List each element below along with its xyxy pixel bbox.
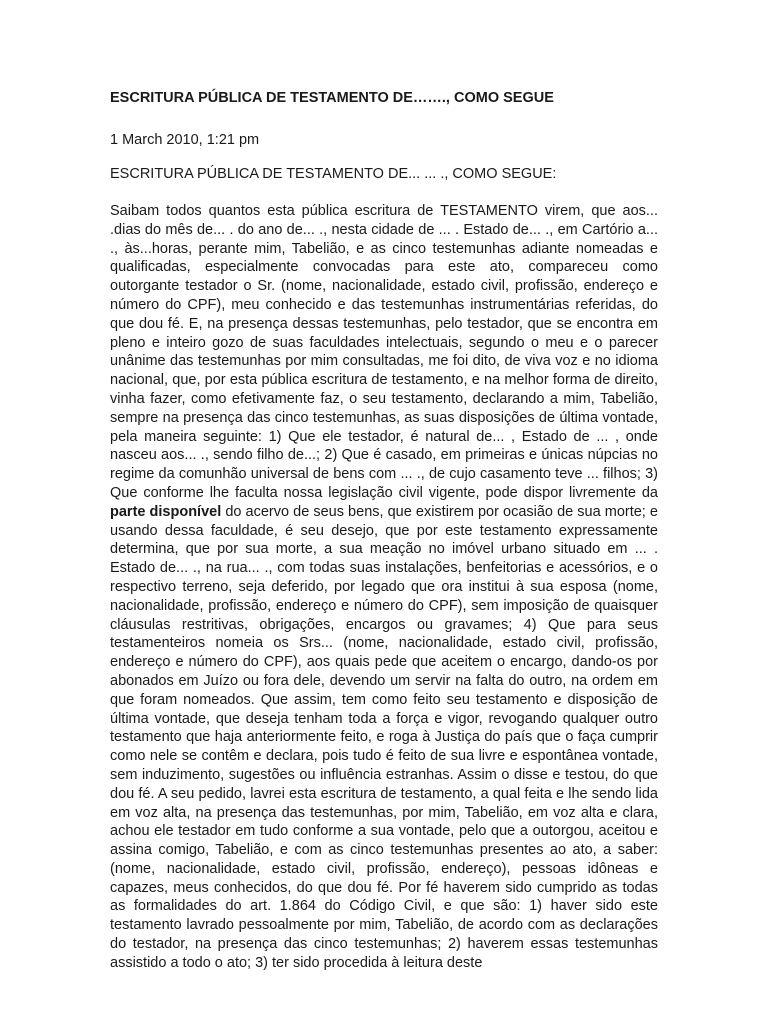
document-page bbox=[110, 90, 658, 1007]
document-title: ESCRITURA PÚBLICA DE TESTAMENTO DE……., COMO SEGUE bbox=[110, 90, 554, 106]
document-body bbox=[110, 202, 658, 1007]
body-text-part2: do acervo de seus bens, que existirem por ocasião de sua morte; e usando dessa faculdade, é seu desejo, que por este testamento expressamente determina, que por sua morte, a sua meação no imóvel urbano situado em ... . Estado de... ., na rua... ., com todas suas instalações, benfeitorias e acessórios, e o respectivo terreno, seja deferido, por legado que ora institui à sua esposa (nome, nacionalidade, profissão, endereço e número do CPF), sem imposição de quaisquer cláusulas restritivas, obrigações, encargos ou gravames; 4) Que para seus testamenteiros nomeia os Srs... (nome, nacionalidade, estado civil, profissão, endereço e número do CPF), aos quais pede que aceitem o encargo, dando-os por abonados em Juízo ou fora dele, devendo um servir na falta do outro, na ordem em que foram nomeados. Que assim, tem como feito seu testamento e disposição de última vontade, que deseja tenham toda a força e vigor, revogando qualquer outro testamento que haja anteriormente feito, e roga à Justiça do país que o faça cumprir como nele se contêm e declara, pois tudo é feito de sua livre e espontânea vontade, sem induzimento, sugestões ou influência estranhas. Assim o disse e testou, do que dou fé. A seu pedido, lavrei esta escritura de testamento, a qual feita e lhe sendo lida em voz alta, na presença das testemunhas, por mim, Tabelião, em voz alta e clara, achou ele testador em tudo conforme a sua vontade, pelo que a outorgou, aceitou e assina comigo, Tabelião, e com as cinco testemunhas presentes ao ato, a saber: (nome, nacionalidade, estado civil, profissão, endereço), pessoas idôneas e capazes, meus conhecidos, do que dou fé. Por fé haverem sido cumprido as todas as formalidades do art. 1.864 do Código Civil, e que são: 1) haver sido este testamento lavrado pessoalmente por mim, Tabelião, de acordo com as declarações do testador, na presença das cinco testemunhas; 2) haverem essas testemunhas assistido a todo o ato; 3) ter sido procedida à leitura deste bbox=[110, 503, 658, 971]
body-text-bold: parte disponível bbox=[110, 503, 222, 520]
body-text-part1: Saibam todos quantos esta pública escritura de TESTAMENTO virem, que aos... .dias do mês de... . do ano de... ., nesta cidade de ... . Estado de... ., em Cartório a... ., às...horas, perante mim, Tabelião, e as cinco testemunhas adiante nomeadas e qualificadas, especialmente convocadas para este ato, compareceu como outorgante testador o Sr. (nome, nacionalidade, estado civil, profissão, endereço e número do CPF), meu conhecido e das testemunhas instrumentárias referidas, do que dou fé. E, na presença dessas testemunhas, pelo testador, que se encontra em pleno e inteiro gozo de suas faculdades intelectuais, segundo o meu e o parecer unânime das testemunhas por mim consultadas, me foi dito, de viva voz e no idioma nacional, que, por esta pública escritura de testamento, e na melhor forma de direito, vinha fazer, como efetivamente faz, o seu testamento, declarando a mim, Tabelião, sempre na presença das cinco testemunhas, as suas disposições de última vontade, pela maneira seguinte: 1) Que ele testador, é natural de... , Estado de ... , onde nasceu aos... ., sendo filho de...; 2) Que é casado, em primeiras e únicas núpcias no regime da comunhão universal de bens com ... ., de cujo casamento teve ... filhos; 3) Que conforme lhe faculta nossa legislação civil vigente, pode dispor livremente da bbox=[110, 203, 658, 501]
document-subtitle: ESCRITURA PÚBLICA DE TESTAMENTO DE... ... ., COMO SEGUE: bbox=[110, 166, 557, 182]
document-date: 1 March 2010, 1:21 pm bbox=[110, 132, 260, 148]
